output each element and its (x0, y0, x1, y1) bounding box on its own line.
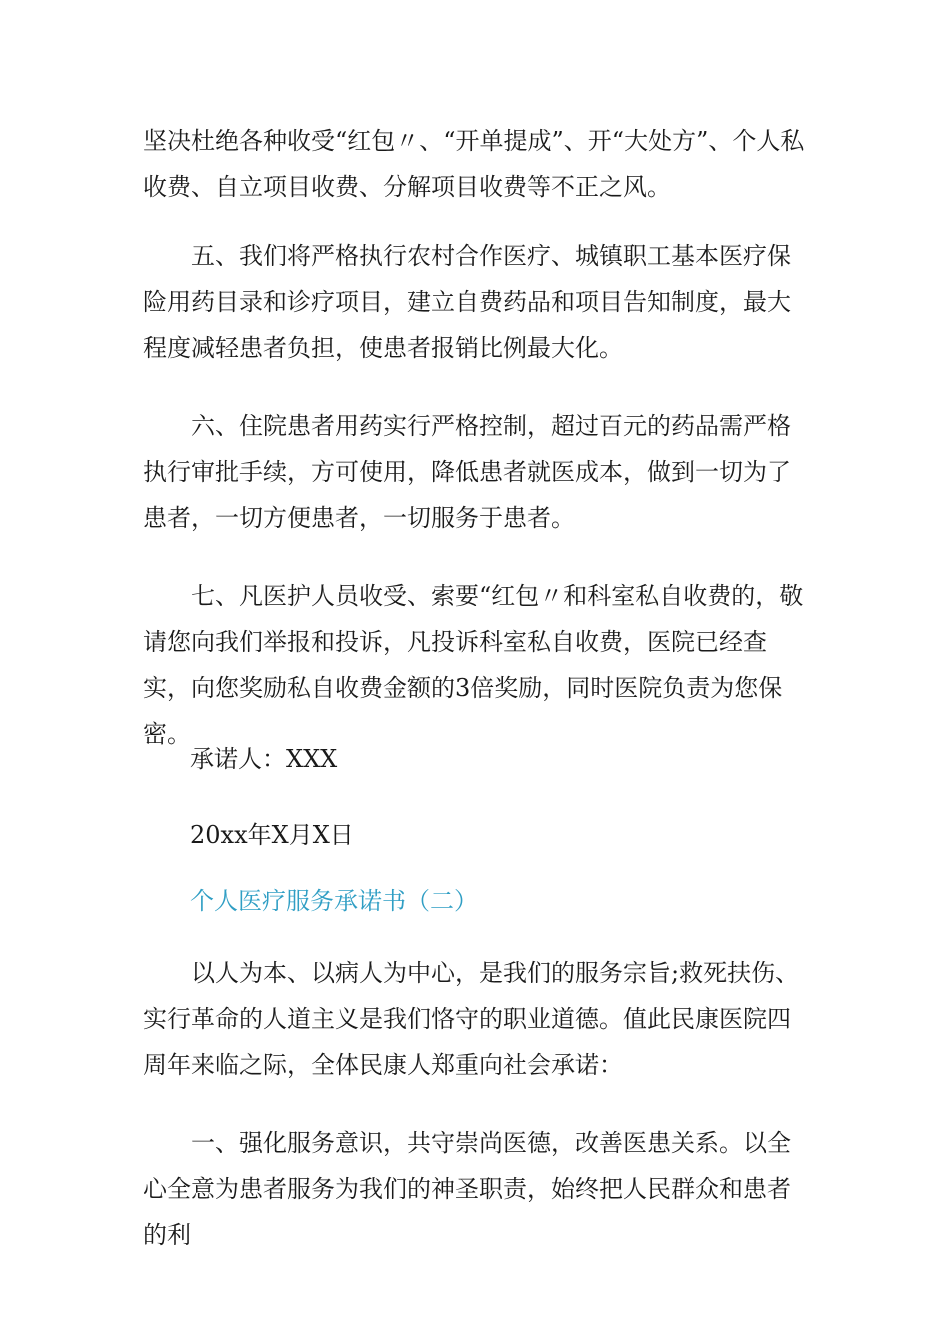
paragraph-continuation: 坚决杜绝各种收受“红包〃、“开单提成”、开“大处方”、个人私收费、自立项目收费、分解项目收费等不正之风。 (143, 127, 805, 201)
paragraph-item-7: 七、凡医护人员收受、索要“红包〃和科室私自收费的，敬请您向我们举报和投诉，凡投诉科室私自收费，医院已经查实，向您奖励私自收费金额的3倍奖励，同时医院负责为您保密。 (143, 582, 804, 748)
paragraph-item-6: 六、住院患者用药实行严格控制，超过百元的药品需严格执行审批手续，方可使用，降低患者就医成本，做到一切为了患者，一切方便患者，一切服务于患者。 (143, 412, 791, 532)
paragraph-item-5: 五、我们将严格执行农村合作医疗、城镇职工基本医疗保险用药目录和诊疗项目，建立自费药品和项目告知制度，最大程度减轻患者负担，使患者报销比例最大化。 (143, 242, 791, 362)
paragraph-2-item-1: 一、强化服务意识，共守崇尚医德，改善医患关系。以全心全意为患者服务为我们的神圣职责，始终把人民群众和患者的利 (143, 1129, 791, 1249)
paragraph-intro-2: 以人为本、以病人为中心，是我们的服务宗旨;救死扶伤、实行革命的人道主义是我们恪守的职业道德。值此民康医院四周年来临之际，全体民康人郑重向社会承诺： (143, 959, 800, 1079)
date-line: 20xx年X月X日 (190, 821, 354, 849)
section-title: 个人医疗服务承诺书（二） (190, 887, 478, 915)
promisor-line: 承诺人：XXX (190, 745, 338, 773)
